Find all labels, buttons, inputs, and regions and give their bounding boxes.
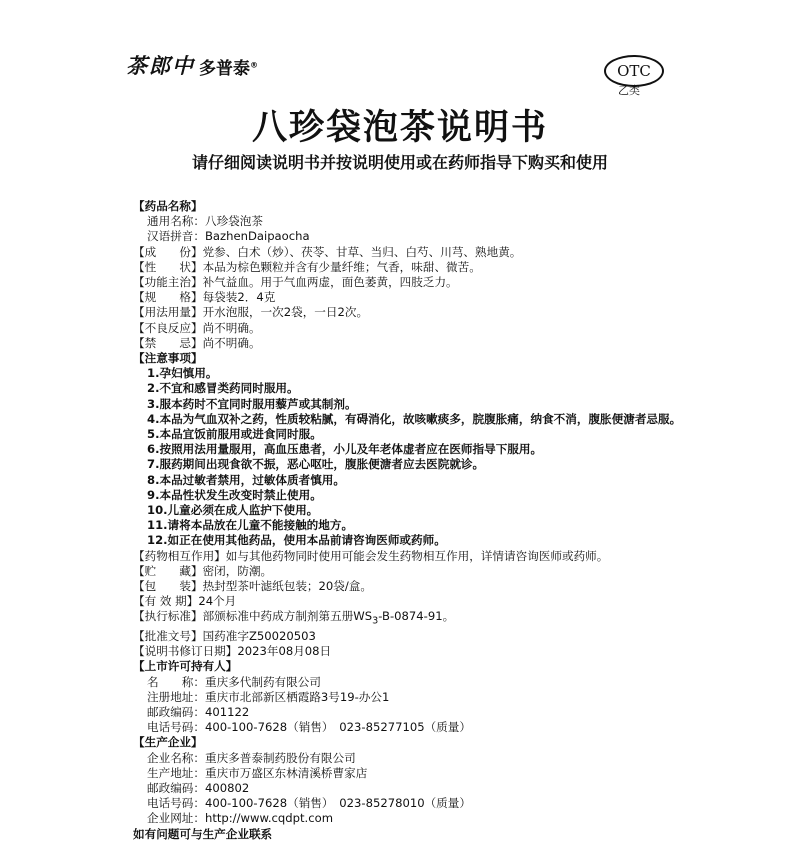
instruction-body [133, 199, 693, 842]
precaution-item: 2.不宜和感冒类药同时服用。 [147, 381, 299, 396]
manufacturer-phone: 电话号码：400-100-7628（销售） 023-85278010（质量） [147, 796, 471, 811]
standard-prefix: 【执行标准】部颁标准中药成方制剂第五册WS [133, 609, 373, 624]
standard-subscript: 3 [372, 615, 379, 627]
document-subtitle: 请仔细阅读说明书并按说明使用或在药师指导下购买和使用 [191, 153, 608, 172]
precaution-item: 1.孕妇慎用。 [147, 366, 218, 381]
precaution-item: 3.服本药时不宜同时服用藜芦或其制剂。 [147, 396, 357, 411]
precaution-item: 12.如正在使用其他药品，使用本品前请咨询医师或药师。 [147, 533, 446, 548]
precaution-item: 10.儿童必须在成人监护下使用。 [147, 503, 319, 518]
manufacturer-header: 【生产企业】 [133, 735, 203, 750]
otc-class-label: 乙类 [618, 84, 640, 97]
drug-name-header: 【药品名称】 [133, 199, 203, 213]
appearance: 【性 状】本品为棕色颗粒并含有少量纤维；气香，味甜、微苦。 [133, 259, 481, 274]
pinyin-name: 汉语拼音：BazhenDaipaocha [147, 229, 310, 244]
precaution-item: 11.请将本品放在儿童不能接触的地方。 [147, 518, 354, 533]
precaution-item: 6.按照用法用量服用，高血压患者，小儿及年老体虚者应在医师指导下服用。 [147, 442, 543, 457]
precaution-item: 5.本品宜饭前服用或进食同时服。 [147, 427, 322, 442]
specification: 【规 格】每袋装2．4克 [133, 290, 276, 305]
brand-script-name: 茶郎中 [126, 53, 195, 78]
manufacturer-name: 企业名称：重庆多普泰制药股份有限公司 [147, 750, 356, 765]
precaution-item: 4.本品为气血双补之药，性质较粘腻，有碍消化，故咳嗽痰多，脘腹胀痛，纳食不消，腹胀便溏者忌服。 [147, 411, 682, 426]
contraindications: 【禁 忌】尚不明确。 [133, 335, 261, 350]
precaution-item: 7.服药期间出现食欲不振，恶心呕吐，腹胀便溏者应去医院就诊。 [147, 457, 485, 472]
ingredients: 【成 份】党参、白术（炒）、茯苓、甘草、当归、白芍、川芎、熟地黄。 [133, 244, 522, 259]
adverse-reactions: 【不良反应】尚不明确。 [133, 320, 261, 335]
common-name: 通用名称：八珍袋泡茶 [147, 214, 263, 229]
document-title: 八珍袋泡茶说明书 [251, 108, 548, 148]
precautions-header: 【注意事项】 [133, 351, 203, 366]
mah-address: 注册地址：重庆市北部新区栖霞路3号19-办公1 [147, 689, 390, 704]
mah-header: 【上市许可持有人】 [133, 659, 238, 674]
drug-interactions: 【药物相互作用】如与其他药物同时使用可能会发生药物相互作用，详情请咨询医师或药师。 [133, 548, 609, 563]
mah-name: 名 称：重庆多代制药有限公司 [147, 674, 321, 689]
execution-standard [133, 609, 693, 629]
dosage: 【用法用量】开水泡服，一次2袋，一日2次。 [133, 305, 369, 320]
precaution-item: 8.本品过敏者禁用，过敏体质者慎用。 [147, 472, 345, 487]
footer-contact-note: 如有问题可与生产企业联系 [133, 826, 273, 841]
brand-logo-text [199, 54, 258, 80]
validity: 【有 效 期】24个月 [133, 594, 237, 609]
indications: 【功能主治】补气益血。用于气血两虚，面色萎黄，四肢乏力。 [133, 275, 458, 290]
mah-phone: 电话号码：400-100-7628（销售） 023-85277105（质量） [147, 720, 471, 735]
otc-badge: OTC [604, 55, 664, 87]
storage: 【贮 藏】密闭，防潮。 [133, 563, 273, 578]
brand-logo-area [126, 50, 258, 80]
approval-number: 【批准文号】国药准字Z50020503 [133, 629, 316, 643]
precaution-item: 9.本品性状发生改变时禁止使用。 [147, 487, 322, 502]
brand-logo-name: 多普泰 [199, 59, 250, 79]
manufacturer-website: 企业网址：http://www.cqdpt.com [147, 811, 333, 826]
packaging: 【包 装】热封型茶叶滤纸包装；20袋/盒。 [133, 579, 372, 594]
manufacturer-address: 生产地址：重庆市万盛区东林清溪桥曹家店 [147, 765, 368, 780]
manufacturer-postcode: 邮政编码：400802 [147, 781, 250, 796]
registered-mark: ® [250, 60, 258, 70]
revision-date: 【说明书修订日期】2023年08月08日 [133, 644, 332, 659]
standard-suffix: -B-0874-91。 [378, 609, 455, 624]
mah-postcode: 邮政编码：401122 [147, 705, 250, 720]
